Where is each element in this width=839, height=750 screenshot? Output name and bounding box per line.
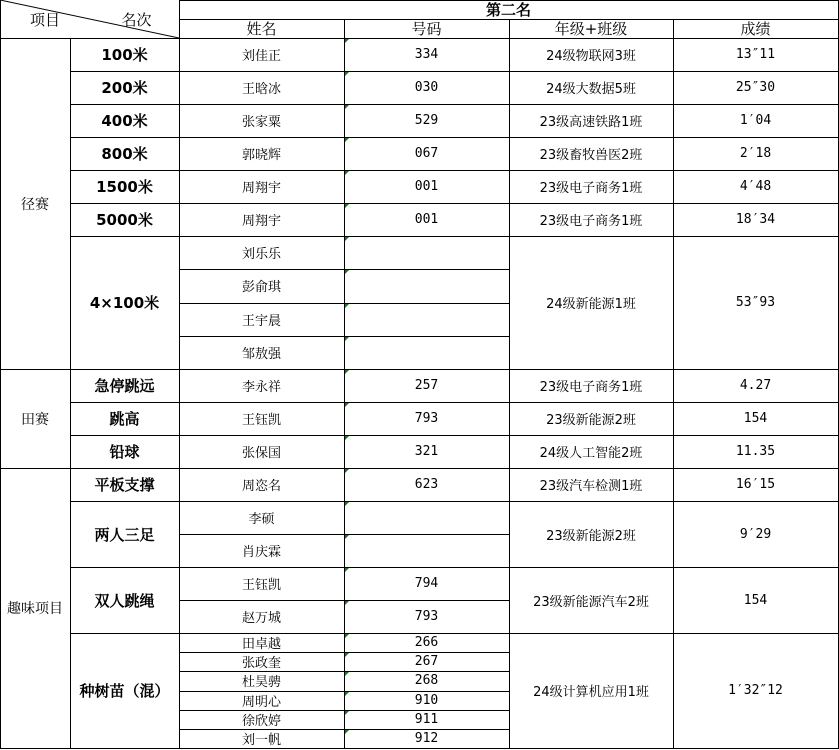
cell-note-marker	[345, 601, 349, 605]
class-name: 23级电子商务1班	[539, 181, 643, 196]
class-name: 24级新能源1班	[546, 297, 636, 312]
result-value: 2′18	[739, 146, 772, 161]
result-value: 4′48	[739, 179, 772, 194]
athlete-number: 529	[414, 113, 439, 128]
athlete-number: 794	[414, 576, 439, 591]
athlete-name: 周翔宇	[241, 181, 281, 196]
athlete-number: 266	[414, 635, 439, 651]
cell-note-marker	[345, 502, 349, 506]
athlete-number	[344, 501, 509, 534]
column-header: 姓名	[246, 20, 277, 38]
cell-note-marker	[345, 39, 349, 43]
class-name: 24级大数据5班	[546, 82, 636, 97]
column-header: 年级+班级	[554, 20, 628, 38]
result-value: 25″30	[735, 80, 776, 95]
result-value: 9′29	[739, 526, 772, 542]
cell-note-marker	[345, 337, 349, 341]
athlete-number: 001	[414, 179, 439, 194]
class-name: 24级物联网3班	[546, 49, 636, 64]
result-value: 16′15	[735, 477, 776, 492]
athlete-number	[344, 236, 509, 269]
event-name: 800米	[101, 145, 148, 163]
athlete-number: 257	[414, 378, 439, 393]
athlete-number: 793	[414, 609, 439, 624]
athlete-number: 910	[414, 692, 439, 708]
athlete-name: 王钰凯	[241, 578, 281, 593]
athlete-name: 彭俞琪	[241, 280, 281, 296]
athlete-number: 067	[414, 146, 439, 161]
grid-line	[509, 19, 510, 748]
athlete-number: 623	[414, 477, 439, 492]
athlete-number: 793	[414, 411, 439, 426]
cell-note-marker	[345, 237, 349, 241]
event-name: 铅球	[109, 443, 140, 461]
cell-note-marker	[345, 469, 349, 473]
athlete-name: 刘佳正	[241, 49, 281, 64]
event-name: 两人三足	[94, 525, 155, 544]
cell-note-marker	[345, 270, 349, 274]
event-name: 急停跳远	[94, 377, 155, 395]
corner-rank-label: 名次	[121, 10, 152, 29]
category-label: 田赛	[21, 411, 49, 428]
athlete-number	[344, 269, 509, 302]
athlete-name: 赵万城	[241, 611, 281, 626]
athlete-name: 李永祥	[241, 380, 281, 395]
athlete-number: 030	[414, 80, 439, 95]
athlete-number: 001	[414, 212, 439, 227]
athlete-name: 周明心	[241, 694, 281, 710]
event-name: 400米	[101, 112, 148, 130]
table-title: 第二名	[485, 1, 531, 19]
event-name: 5000米	[96, 211, 153, 229]
athlete-name: 郭晓辉	[241, 148, 281, 163]
class-name: 23级汽车检测1班	[539, 479, 643, 494]
athlete-number	[344, 303, 509, 336]
category-label: 径赛	[21, 196, 49, 213]
cell-note-marker	[345, 653, 349, 657]
cell-note-marker	[345, 304, 349, 308]
class-name: 24级人工智能2班	[539, 446, 643, 461]
event-name: 种树苗（混）	[79, 682, 170, 700]
cell-note-marker	[345, 403, 349, 407]
athlete-name: 周翔宇	[241, 214, 281, 229]
result-value: 1′32″12	[728, 683, 783, 698]
cell-note-marker	[345, 105, 349, 109]
cell-note-marker	[345, 568, 349, 572]
athlete-name: 李硕	[248, 512, 275, 527]
result-value: 53″93	[735, 295, 776, 310]
result-value: 4.27	[739, 378, 772, 393]
athlete-name: 张政奎	[241, 656, 281, 672]
grid-line	[0, 468, 839, 469]
athlete-name: 刘一帆	[241, 732, 281, 748]
athlete-name: 徐欣婷	[241, 713, 281, 729]
column-header: 成绩	[740, 20, 771, 38]
cell-note-marker	[345, 72, 349, 76]
class-name: 23级新能源汽车2班	[533, 594, 649, 610]
athlete-name: 王晗冰	[241, 82, 281, 97]
class-name: 23级新能源2班	[546, 528, 636, 544]
grid-line	[179, 0, 839, 1]
athlete-number: 267	[414, 654, 439, 670]
grid-line	[0, 748, 839, 749]
cell-note-marker	[345, 436, 349, 440]
grid-line	[344, 19, 345, 748]
event-name: 100米	[101, 46, 148, 64]
cell-note-marker	[345, 370, 349, 374]
class-name: 23级新能源2班	[546, 413, 636, 428]
cell-note-marker	[345, 692, 349, 696]
athlete-number: 912	[414, 730, 439, 746]
event-name: 4×100米	[89, 294, 160, 312]
class-name: 23级电子商务1班	[539, 214, 643, 229]
event-name: 跳高	[109, 410, 140, 428]
cell-note-marker	[345, 535, 349, 539]
grid-line	[70, 38, 71, 748]
athlete-name: 王钰凯	[241, 413, 281, 428]
cell-note-marker	[345, 204, 349, 208]
result-value: 13″11	[735, 47, 776, 62]
cell-note-marker	[345, 138, 349, 142]
class-name: 24级计算机应用1班	[533, 685, 649, 700]
athlete-name: 邹敖强	[241, 346, 281, 362]
athlete-name: 肖庆霖	[241, 545, 281, 560]
event-name: 平板支撑	[94, 476, 155, 494]
cell-note-marker	[345, 634, 349, 638]
athlete-name: 张家粟	[241, 115, 281, 130]
athlete-number: 911	[414, 711, 439, 727]
cell-note-marker	[345, 711, 349, 715]
athlete-name: 刘乐乐	[241, 247, 281, 263]
grid-line	[673, 19, 674, 748]
athlete-number: 268	[414, 673, 439, 689]
grid-line	[0, 38, 839, 39]
cell-note-marker	[345, 672, 349, 676]
class-name: 23级电子商务1班	[539, 380, 643, 395]
class-name: 23级畜牧兽医2班	[539, 148, 643, 163]
column-header: 号码	[411, 20, 442, 38]
result-value: 18′34	[735, 212, 776, 227]
cell-note-marker	[345, 171, 349, 175]
corner-item-label: 项目	[29, 10, 60, 29]
event-name: 双人跳绳	[94, 591, 155, 610]
athlete-name: 王宇晨	[241, 313, 281, 329]
athlete-number: 321	[414, 444, 439, 459]
result-value: 154	[743, 411, 768, 426]
athlete-name: 田卓越	[241, 637, 281, 653]
athlete-name: 周恣名	[241, 479, 281, 494]
class-name: 23级高速铁路1班	[539, 115, 643, 130]
grid-line	[0, 369, 839, 370]
result-value: 154	[743, 592, 768, 608]
event-name: 200米	[101, 79, 148, 97]
athlete-name: 杜昊骋	[241, 675, 281, 691]
cell-note-marker	[345, 730, 349, 734]
athlete-name: 张保国	[241, 446, 281, 461]
result-value: 11.35	[735, 444, 776, 459]
grid-line	[0, 0, 1, 748]
event-name: 1500米	[96, 178, 153, 196]
category-label: 趣味项目	[7, 601, 63, 617]
grid-line	[179, 0, 180, 748]
athlete-number: 334	[414, 47, 439, 62]
athlete-number	[344, 534, 509, 567]
athlete-number	[344, 336, 509, 369]
result-value: 1′04	[739, 113, 772, 128]
